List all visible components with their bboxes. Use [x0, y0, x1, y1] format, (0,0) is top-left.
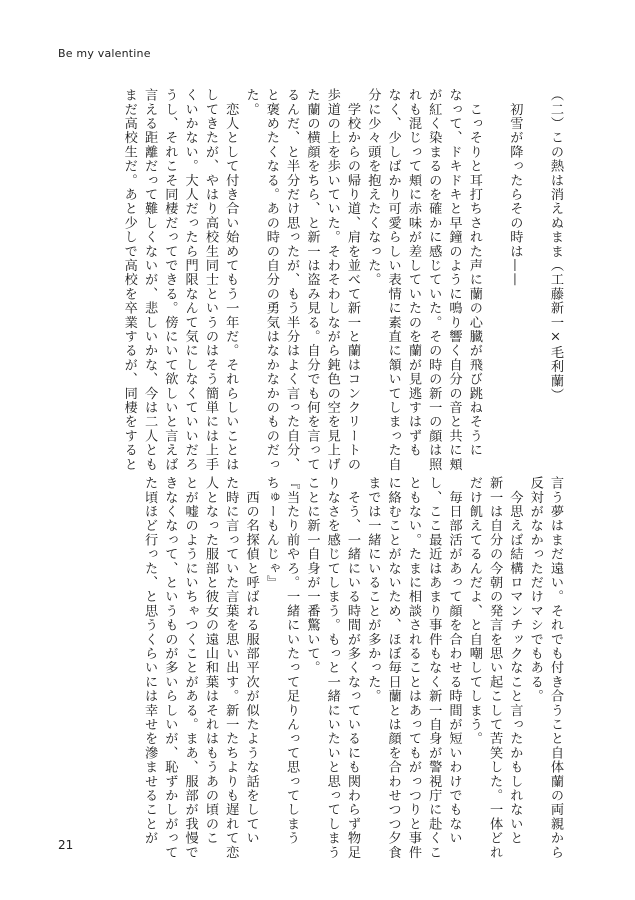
text-line: きなくなって、というものが多いらしいが、恥ずかしがって	[162, 476, 178, 860]
text-line: 初雪が降ったらその時は——	[507, 88, 523, 287]
text-line	[484, 88, 504, 458]
text-line: うし、それこそ同棲だってできる。傍にいて欲しいと言えば	[162, 88, 178, 472]
text-block-top	[118, 88, 565, 472]
text-line: くいかない。大人だったら門限なんて気にしなくていいだろ	[182, 88, 198, 472]
page-number: 21	[58, 838, 74, 852]
text-line: 新一は自分の今朝の発言を思い起こして苦笑した。一体どれ	[487, 476, 503, 860]
text-line: 反対がなかっただけマシでもある。	[527, 476, 543, 704]
text-line: た時に言っていた言葉を思い出す。新一たちよりも遅れて恋	[223, 476, 239, 860]
text-line: た。	[243, 88, 259, 117]
text-line: に絡むことがないため、ほぼ毎日蘭とは顔を合わせつつ夕食	[385, 476, 401, 860]
text-line: ちゅーもんじゃ』	[263, 476, 279, 590]
text-line: してきたが、やはり高校生同士というのはそう簡単には上手	[202, 88, 218, 472]
text-line: 言える距離だって難しくないが、悲しいかな、今は二人とも	[142, 88, 158, 472]
text-line: 恋人として付き合い始めてもう一年だ。それらしいことは	[223, 88, 239, 472]
text-line: 学校からの帰り道、肩を並べて新一と蘭はコンクリートの	[345, 88, 361, 472]
chapter-heading: （二）この熱は消えぬまま（工藤新一×毛利蘭）	[548, 88, 563, 403]
text-line: だけ飢えてるんだよ、と自嘲してしまう。	[466, 476, 482, 746]
text-line: と褒めたくなる。あの時の自分の勇気はなかなかのものだっ	[263, 88, 279, 472]
text-line: 毎日部活があって顔を合わせる時間が短いわけでもない	[446, 476, 462, 846]
text-line: 言う夢はまだ遠い。それでも付き合うこと自体蘭の両親から	[548, 476, 563, 860]
text-line: 『当たり前やろ。一緒にいたって足りんって思ってしまう	[284, 476, 300, 846]
text-line: るんだ、と半分だけ思ったが、もう半分はよく言った自分、	[284, 88, 300, 472]
text-line	[524, 88, 544, 458]
text-line: 今思えば結構ロマンチックなこと言ったかもしれないと	[507, 476, 523, 846]
text-line: 人となった服部と彼女の遠山和葉はそれはもうあの頃のこ	[202, 476, 218, 846]
text-line: とが嘘のようにいちゃつくことがある。まあ、服部が我慢で	[182, 476, 198, 860]
text-line: ことに新一自身が一番驚いて。	[304, 476, 320, 675]
text-line: までは一緒にいることが多かった。	[365, 476, 381, 704]
text-line: そう、一緒にいる時間が多くなっているにも関わらず物足	[345, 476, 361, 860]
text-line: ともない。たまに相談されることはあってもがっつりと事件	[405, 476, 421, 860]
text-line: りなさを感じてしまう。もっと一緒にいたいと思ってしまう	[324, 476, 340, 860]
text-line: なく、少しばかり可愛らしい表情に素直に頷いてしまった自	[385, 88, 401, 472]
text-line: た頃ほど行った、と思うくらいには幸せを滲ませることが	[142, 476, 158, 846]
text-line: 歩道の上を歩いていた。そわそわしながら鈍色の空を見上げ	[324, 88, 340, 472]
text-line: し、ここ最近はあまり事件もなく新一自身が警視庁に赴くこ	[426, 476, 442, 860]
text-line: 西の名探偵と呼ばれる服部平次が似たような話をしてい	[243, 476, 259, 846]
text-line: こっそりと耳打ちされた声に蘭の心臓が飛び跳ねそうに	[466, 88, 482, 458]
text-line: なって、ドキドキと早鐘のように鳴り響く自分の音と共に頬	[446, 88, 462, 472]
text-line: れも混じって頬に赤味が差していたのを蘭が見逃すはずも	[405, 88, 421, 458]
text-line: た蘭の横顔をちら、と新一は盗み見る。自分でも何を言って	[304, 88, 320, 472]
text-block-bottom	[139, 476, 565, 860]
text-line: が紅く染まるのを確かに感じていた。その時の新一の顔は照	[426, 88, 442, 472]
text-line: 分に少々頭を抱えたくなった。	[365, 88, 381, 287]
text-line: まだ高校生だ。あと少しで高校を卒業するが、同棲をすると	[121, 88, 137, 472]
running-header: Be my valentine	[58, 47, 151, 60]
